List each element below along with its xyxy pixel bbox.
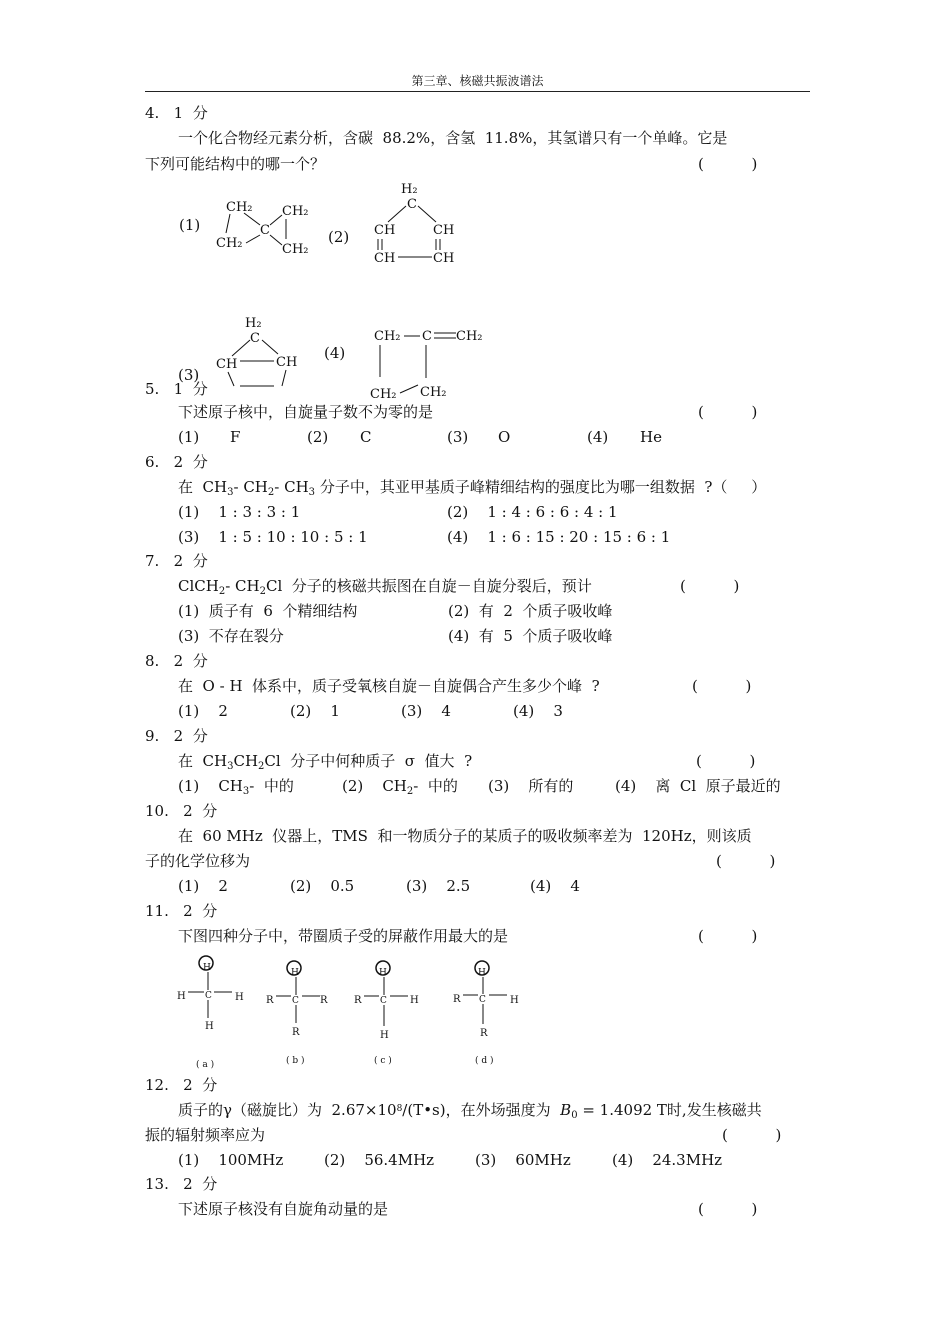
mol-d-bottom: R [480, 1028, 488, 1039]
q10-text-line2: 子的化学位移为 [145, 852, 251, 870]
q7-opt4: (4) 有 5 个质子吸收峰 [448, 627, 613, 645]
mol-b-label: ( b ) [286, 1056, 305, 1066]
structure-4 [370, 322, 500, 404]
mol-b-top: H [291, 968, 299, 978]
q9-opt1: (1) $CH_3-$ 中的 [178, 777, 294, 797]
q5-opt3-value: O [498, 428, 511, 446]
s2-ch-left: CH [374, 223, 396, 238]
q7-number: 7. 2 分 [145, 552, 208, 570]
q9-opt4: (4) 离 Cl 原子最近的 [615, 777, 781, 795]
q9-text: 在 $CH_3CH_2Cl$ 分子中何种质子 σ 值大 ? [178, 752, 473, 772]
q6-number: 6. 2 分 [145, 453, 208, 471]
mol-d-left: R [453, 994, 461, 1005]
mol-d-label: ( d ) [475, 1056, 494, 1066]
mol-a-bottom: H [205, 1021, 214, 1032]
mol-a-label: ( a ) [196, 1060, 215, 1070]
mol-c-right: H [410, 995, 419, 1006]
q7-text: ClCH$_2$- $CH_2Cl$ 分子的核磁共振图在自旋－自旋分裂后，预计 [178, 577, 592, 597]
mol-a-right: H [235, 992, 244, 1003]
s3-ch-right: CH [276, 355, 298, 370]
s4-ch2-top-left: CH₂ [374, 329, 401, 344]
q8-opt1: (1) 2 [178, 702, 228, 720]
q8-opt2: (2) 1 [290, 702, 340, 720]
q7-opt2: (2) 有 2 个质子吸收峰 [448, 602, 613, 620]
q4-answer-blank: ( ) [698, 155, 758, 173]
mol-c-top: H [379, 968, 387, 978]
q11-text: 下图四种分子中，带圈质子受的屏蔽作用最大的是 [178, 927, 509, 945]
q7-opt1: (1) 质子有 6 个精细结构 [178, 602, 358, 620]
q4-number: 4. 1 分 [145, 104, 208, 122]
s2-ch-right: CH [433, 223, 455, 238]
s1-ch2-bottom-left: CH₂ [216, 236, 243, 251]
mol-b-c: C [292, 996, 299, 1006]
q5-opt1-label: (1) [178, 428, 200, 446]
q8-opt4: (4) 3 [513, 702, 563, 720]
q6-opt2: (2) 1 : 4 : 6 : 6 : 4 : 1 [447, 503, 618, 521]
q5-opt2-value: C [360, 428, 372, 446]
q10-answer-blank: ( ) [716, 852, 776, 870]
q12-answer-blank: ( ) [722, 1126, 782, 1144]
q13-text: 下述原子核没有自旋角动量的是 [178, 1200, 389, 1218]
q11-molecules [170, 950, 540, 1070]
q10-opt2: (2) 0.5 [290, 877, 355, 895]
q4-text-line1: 一个化合物经元素分析，含碳 88.2%，含氢 11.8%，其氢谱只有一个单峰。它是 [178, 129, 728, 147]
q8-number: 8. 2 分 [145, 652, 208, 670]
s4-ch2-exo: CH₂ [456, 329, 483, 344]
q12-text-line2: 振的辐射频率应为 [145, 1126, 266, 1144]
s2-ch-bottom-left: CH [374, 251, 396, 266]
q5-opt4-label: (4) [587, 428, 609, 446]
mol-c-left: R [354, 995, 362, 1006]
q13-number: 13. 2 分 [145, 1175, 218, 1193]
molecule-b [266, 961, 328, 1066]
page-header: 第三章、核磁共振波谱法 [145, 72, 810, 92]
s3-ch-left: CH [216, 357, 238, 372]
s1-ch2-top-right: CH₂ [282, 204, 309, 219]
s3-h2: H₂ [245, 316, 262, 331]
q5-opt3-label: (3) [447, 428, 469, 446]
mol-a-top: H [203, 963, 211, 973]
mol-d-c: C [479, 995, 486, 1005]
q6-text: 在 $CH_3-$ $CH_2-$ $CH_3$ 分子中，其亚甲基质子峰精细结构的强度比为哪一组数据 ?（ ） [178, 478, 767, 498]
s1-c-center: C [260, 223, 270, 238]
q4-label-1: (1) [179, 216, 201, 234]
mol-a-left: H [177, 991, 186, 1002]
s2-ch-bottom-right: CH [433, 251, 455, 266]
structure-3 [210, 312, 310, 392]
q12-opt4: (4) 24.3MHz [612, 1151, 723, 1169]
structure-2 [370, 178, 470, 268]
q10-opt4: (4) 4 [530, 877, 580, 895]
q5-answer-blank: ( ) [698, 403, 758, 421]
s3-c: C [250, 331, 260, 346]
q4-text-line2: 下列可能结构中的哪一个？ [145, 155, 326, 173]
q10-opt1: (1) 2 [178, 877, 228, 895]
q8-text: 在 O - H 体系中，质子受氧核自旋－自旋偶合产生多少个峰 ? [178, 677, 600, 695]
q9-answer-blank: ( ) [696, 752, 756, 770]
s1-ch2-bottom-right: CH₂ [282, 242, 309, 257]
q9-number: 9. 2 分 [145, 727, 208, 745]
s2-h2: H₂ [401, 182, 418, 197]
q11-number: 11. 2 分 [145, 902, 218, 920]
q12-text-line1: 质子的γ（磁旋比）为 $2.67\times 10^8/(T•s)$，在外场强度为 $B_0 = 1.4092$ T时,发生核磁共 [178, 1101, 762, 1121]
molecule-a [177, 956, 244, 1070]
molecule-d [453, 961, 519, 1066]
mol-a-c: C [205, 991, 212, 1001]
q5-opt4-value: He [640, 428, 662, 446]
q12-number: 12. 2 分 [145, 1076, 218, 1094]
q12-opt3: (3) 60MHz [475, 1151, 571, 1169]
q8-answer-blank: ( ) [692, 677, 752, 695]
q5-number: 5. 1 分 [145, 380, 208, 398]
s2-c: C [407, 197, 417, 212]
mol-b-bottom: R [292, 1027, 300, 1038]
q7-answer-blank: ( ) [680, 577, 740, 595]
q7-opt3: (3) 不存在裂分 [178, 627, 284, 645]
molecule-c [354, 961, 419, 1066]
q5-opt1-value: F [230, 428, 241, 446]
q6-opt3: (3) 1 : 5 : 10 : 10 : 5 : 1 [178, 528, 368, 546]
q8-opt3: (3) 4 [401, 702, 451, 720]
structure-1 [210, 195, 320, 265]
q9-opt2: (2) $CH_2-$ 中的 [342, 777, 458, 797]
q4-label-4: (4) [324, 344, 346, 362]
mol-d-right: H [510, 995, 519, 1006]
q4-label-2: (2) [328, 228, 350, 246]
q6-opt1: (1) 1 : 3 : 3 : 1 [178, 503, 301, 521]
q10-text-line1: 在 60 MHz 仪器上，TMS 和一物质分子的某质子的吸收频率差为 120Hz，则该质 [178, 827, 752, 845]
s4-ch2-bottom-left: CH₂ [370, 387, 397, 402]
mol-c-label: ( c ) [374, 1056, 392, 1066]
mol-b-right: R [320, 995, 328, 1006]
mol-c-bottom: H [380, 1030, 389, 1041]
q13-answer-blank: ( ) [698, 1200, 758, 1218]
q10-opt3: (3) 2.5 [406, 877, 471, 895]
q12-opt1: (1) 100MHz [178, 1151, 284, 1169]
q10-number: 10. 2 分 [145, 802, 218, 820]
q4-label-3: (3) [178, 366, 200, 384]
q9-opt3: (3) 所有的 [488, 777, 574, 795]
q6-opt4: (4) 1 : 6 : 15 : 20 : 15 : 6 : 1 [447, 528, 671, 546]
s1-ch2-top-left: CH₂ [226, 200, 253, 215]
mol-d-top: H [478, 968, 486, 978]
q11-answer-blank: ( ) [698, 927, 758, 945]
s4-c: C [422, 329, 432, 344]
s4-ch2-bottom-right: CH₂ [420, 385, 447, 400]
mol-c-c: C [380, 996, 387, 1006]
q5-text: 下述原子核中，自旋量子数不为零的是 [178, 403, 434, 421]
mol-b-left: R [266, 995, 274, 1006]
q12-opt2: (2) 56.4MHz [324, 1151, 435, 1169]
q5-opt2-label: (2) [307, 428, 329, 446]
